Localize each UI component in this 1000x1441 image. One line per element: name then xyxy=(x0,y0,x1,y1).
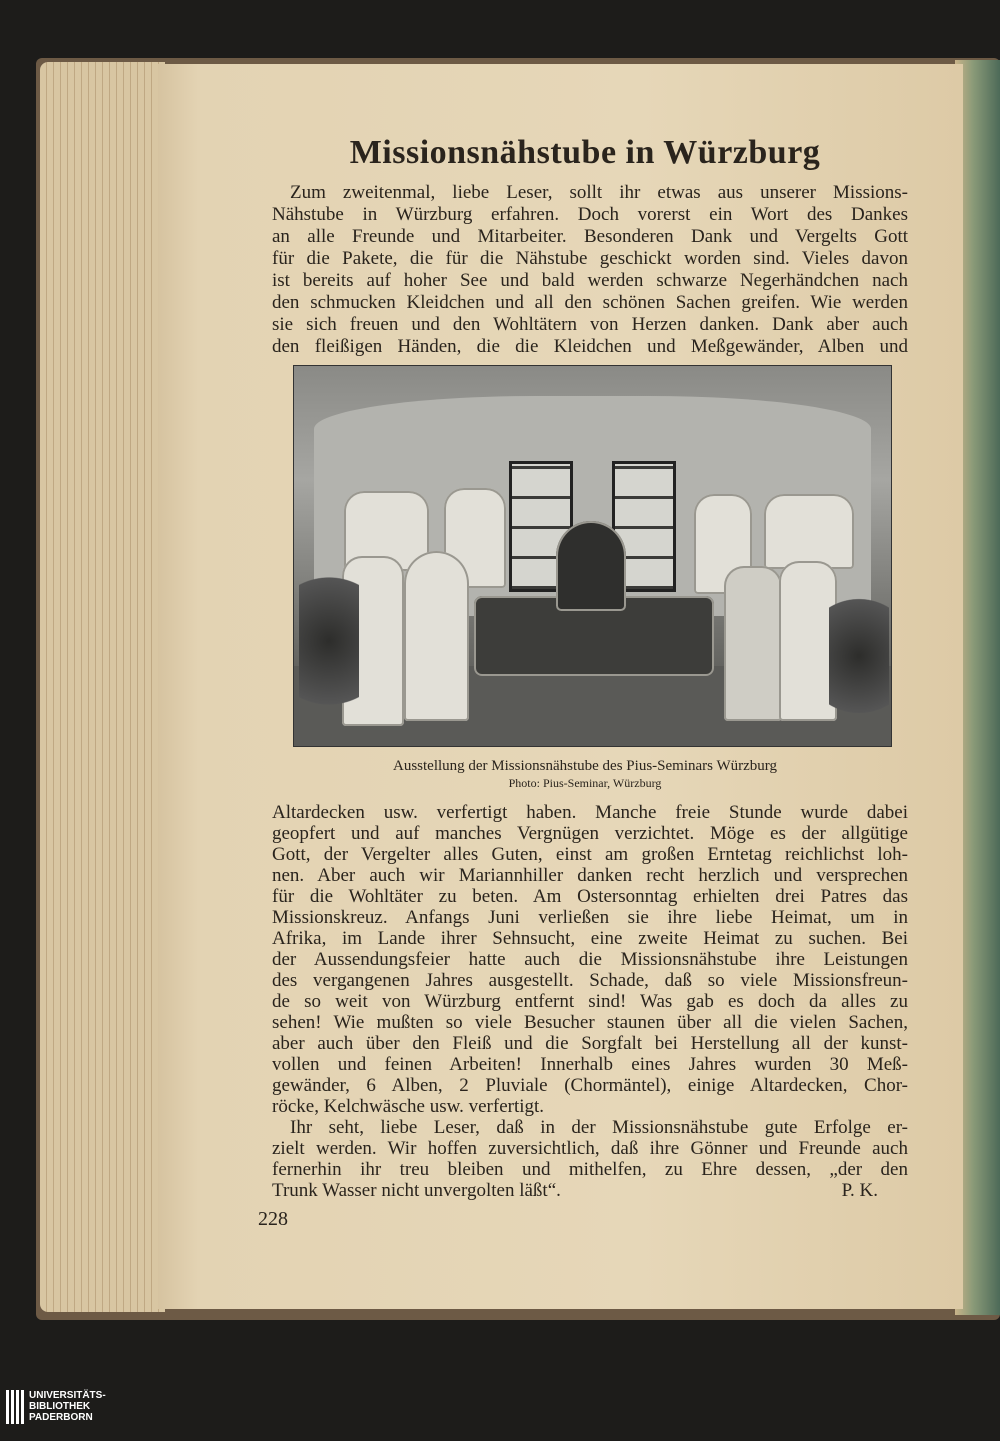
text-line: nen. Aber auch wir Mariannhiller danken recht herzlich und versprechen xyxy=(272,865,908,886)
text-line: der Aussendungsfeier hatte auch die Missionsnähstube ihre Leistungen xyxy=(272,949,908,970)
text-line: sie sich freuen und den Wohltätern von Herzen danken. Dank aber auch xyxy=(272,314,908,335)
paragraph-2 xyxy=(272,802,908,1201)
paragraph-1 xyxy=(272,182,908,358)
page-edges xyxy=(40,62,165,1312)
cope xyxy=(556,521,626,611)
text-line: des vergangenen Jahres ausgestellt. Schade, daß so viele Missionsfreun- xyxy=(272,970,908,991)
text-line: geopfert und auf manches Vergnügen verzichtet. Möge es der allgütige xyxy=(272,823,908,844)
article-title: Missionsnähstube in Würzburg xyxy=(349,134,821,171)
logo-line: BIBLIOTHEK xyxy=(29,1401,91,1412)
text-line: ist bereits auf hoher See und bald werden schwarze Negerhändchen nach xyxy=(272,270,908,291)
text-line: Ihr seht, liebe Leser, daß in der Missionsnähstube gute Erfolge er- xyxy=(290,1117,908,1138)
logo-line: PADERBORN xyxy=(29,1412,93,1423)
vestment-figure xyxy=(404,551,469,721)
plant xyxy=(299,556,359,726)
text-line: Afrika, im Lande ihrer Sehnsucht, eine zweite Heimat zu suchen. Bei xyxy=(272,928,908,949)
plant xyxy=(829,581,889,731)
text-line: an alle Freunde und Mitarbeiter. Besonderen Dank und Vergelts Gott xyxy=(272,226,908,247)
chasuble xyxy=(764,494,854,569)
caption-text: Ausstellung der Missionsnähstube des Pius-Seminars Würzburg xyxy=(392,758,777,774)
text-line: fernerhin ihr treu bleiben und mithelfen, zu Ehre dessen, „der den xyxy=(272,1159,908,1180)
figure-caption xyxy=(250,758,920,791)
text-line: den schmucken Kleidchen und all den schönen Sachen greifen. Wie werden xyxy=(272,292,908,313)
photo-credit: Photo: Pius-Seminar, Würzburg xyxy=(508,776,662,790)
text-line: de so weit von Würzburg entfernt sind! Was gab es doch da alles zu xyxy=(272,991,908,1012)
author-signature: P. K. xyxy=(841,1180,878,1201)
library-logo xyxy=(6,1390,106,1424)
text-line: Gott, der Vergelter alles Guten, einst am großen Erntetag reichlichst loh- xyxy=(272,844,908,865)
text-line: röcke, Kelchwäsche usw. verfertigt. xyxy=(272,1096,545,1117)
page-number: 228 xyxy=(258,1208,288,1230)
text-line: Missionskreuz. Anfangs Juni verließen sie ihre liebe Heimat, um in xyxy=(272,907,908,928)
text-line: Zum zweitenmal, liebe Leser, sollt ihr etwas aus unserer Missions- xyxy=(290,182,908,203)
logo-line: UNIVERSITÄTS- xyxy=(29,1390,106,1401)
text-line: vollen und feinen Arbeiten! Innerhalb eines Jahres wurden 30 Meß- xyxy=(272,1054,908,1075)
final-line xyxy=(272,1180,908,1201)
text-line: den fleißigen Händen, die die Kleidchen und Meßgewänder, Alben und xyxy=(272,336,908,357)
text-line: aber auch über den Fleiß und die Sorgfalt bei Herstellung all der kunst- xyxy=(272,1033,908,1054)
text-line: für die Pakete, die für die Nähstube geschickt worden sind. Vieles davon xyxy=(272,248,908,269)
vestment-figure xyxy=(724,566,782,721)
text-line: Altardecken usw. verfertigt haben. Manche freie Stunde wurde dabei xyxy=(272,802,908,823)
text-line: gewänder, 6 Alben, 2 Pluviale (Chormäntel), einige Altardecken, Chor- xyxy=(272,1075,908,1096)
text-line: Trunk Wasser nicht unvergolten läßt“. xyxy=(272,1180,561,1201)
text-line: sehen! Wie mußten so viele Besucher staunen über all die vielen Sachen, xyxy=(272,1012,908,1033)
text-line: für die Wohltäter zu beten. Am Ostersonntag erhielten drei Patres das xyxy=(272,886,908,907)
text-line: zielt werden. Wir hoffen zuversichtlich, daß ihre Gönner und Freunde auch xyxy=(272,1138,908,1159)
text-line: Nähstube in Würzburg erfahren. Doch vorerst ein Wort des Dankes xyxy=(272,204,908,225)
exhibition-photo xyxy=(293,365,892,747)
library-logo-icon xyxy=(6,1390,24,1424)
